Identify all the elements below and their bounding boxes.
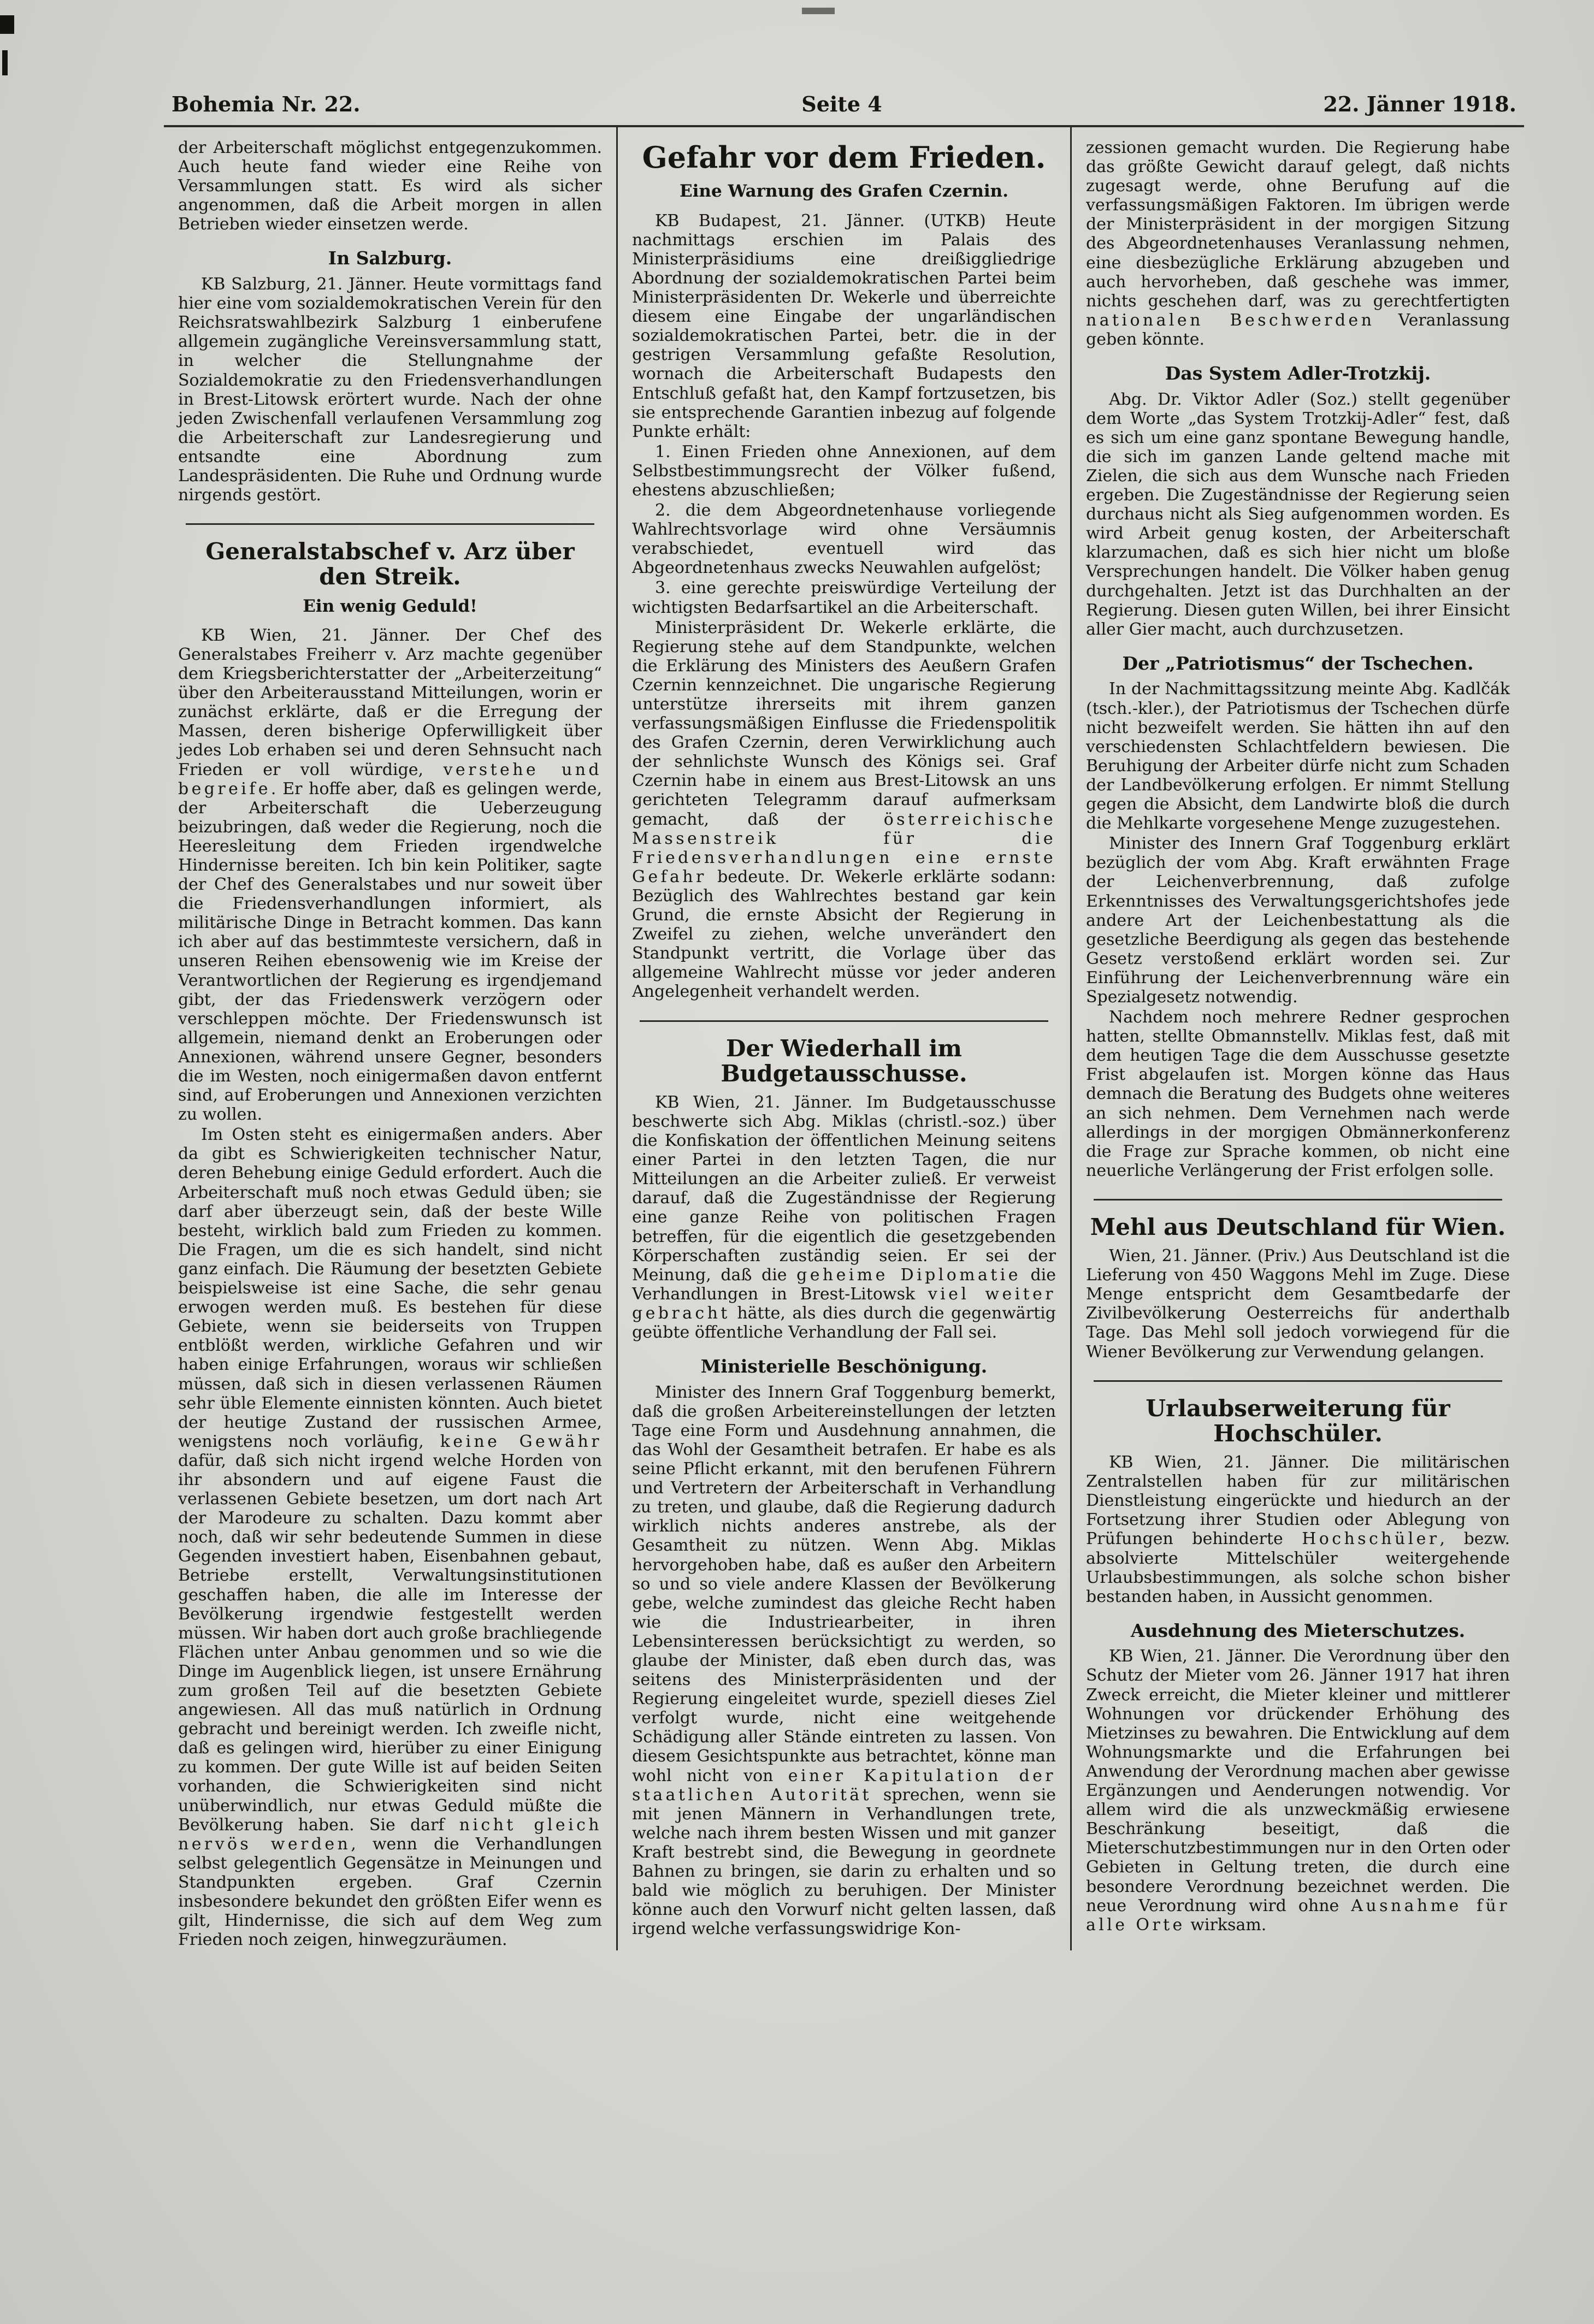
paragraph: Wien, 21. Jänner. (Priv.) Aus Deutschland ist die Lieferung von 450 Waggons Mehl im Zuge. Diese Menge entspricht dem Gesamtbedarfe der Zivilbevölkerung Oesterreichs für anderthalb Tage. Das Mehl soll jedoch vorwiegend für die Wiener Bevölkerung zur Verwendung gelangen. <box>1086 1246 1510 1362</box>
emphasized-text: viel weiter gebracht <box>632 1284 1056 1323</box>
emphasized-text: geheime Diplomatie <box>796 1265 1021 1285</box>
paragraph: In der Nachmittagssitzung meinte Abg. Kadlčák (tsch.-kler.), der Patriotismus der Tschechen dürfe nicht bezweifelt werden. Sie hätten ihn auf den verschiedensten Schlachtfeldern bewiesen. Die Beruhigung der Arbeiter dürfe nicht zum Schaden der Landbevölkerung erfolgen. Er nimmt Stellung gegen die Absicht, dem Landwirte bloß die durch die Mehlkarte vorgesehene Menge zuzugestehen. <box>1086 679 1510 833</box>
section-heading: Der „Patriotismus“ der Tschechen. <box>1122 652 1474 674</box>
article-headline: Mehl aus Deutschland für Wien. <box>1090 1213 1506 1240</box>
column-1 <box>164 127 616 1950</box>
paragraph: Minister des Innern Graf Toggenburg bemerkt, daß die großen Arbeitereinstellungen der letzten Tage eine Form und Ausdehnung annahmen, die das Wohl der Gesamtheit betrafen. Er habe es als seine Pflicht erkannt, mit den berufenen Führern und Vertretern der Arbeiterschaft in Verhandlung zu treten, und glaube, daß die Regierung dadurch wirklich nichts anderes anstrebe, als der Gesamtheit zu nützen. Wenn Abg. Miklas hervorgehoben habe, daß es außer den Arbeitern so und so viele andere Klassen der Bevölkerung gebe, welche zumindest das gleiche Recht haben wie die Industriearbeiter, in ihren Lebensinteressen berücksichtigt zu werden, so glaube der Minister, daß eben durch das, was seitens des Ministerpräsidenten und der Regierung eingeleitet wurde, speziell dieses Ziel verfolgt wurde, nicht eine weitgehende Schädigung aller Stände eintreten zu lassen. Von diesem Gesichtspunkte aus betrachtet, könne man wohl nicht von einer Kapitulation der staatlichen Autorität sprechen, wenn sie mit jenen Männern in Verhandlungen trete, welche nach ihrem besten Wissen und mit ganzer Kraft bestrebt sind, die Bewegung in geordnete Bahnen zu bringen, sie darin zu erhalten und so bald wie möglich zu beruhigen. Der Minister könne auch den Vorwurf nicht gelten lassen, daß irgend welche verfassungswidrige Kon- <box>632 1382 1056 1939</box>
column-3 <box>1070 127 1524 1950</box>
scan-artifact <box>0 15 14 34</box>
page-number: Seite 4 <box>801 92 882 116</box>
section-heading: Ausdehnung des Mieterschutzes. <box>1130 1619 1466 1641</box>
section-heading: In Salzburg. <box>328 247 452 269</box>
paragraph: KB Wien, 21. Jänner. Die militärischen Zentralstellen haben für zur militärischen Dienstleistung eingerückte und hiedurch an der Fortsetzung ihrer Studien oder Ablegung von Prüfungen behinderte Hochschüler, bezw. absolvierte Mittelschüler weitergehende Urlaubsbestimmungen, als solche schon bisher bestanden haben, in Aussicht genommen. <box>1086 1453 1510 1606</box>
paragraph-continued: der Arbeiterschaft möglichst entgegenzukommen. Auch heute fand wieder eine Reihe von Versammlungen statt. Es wird als sicher angenommen, daß die Arbeit morgen in allen Betrieben wieder einsetzen werde. <box>178 138 602 234</box>
column-2 <box>616 127 1070 1950</box>
paragraph-continued: zessionen gemacht wurden. Die Regierung habe das größte Gewicht darauf gelegt, daß nichts zugesagt werde, ohne Berufung auf die verfassungsmäßigen Faktoren. Im übrigen werde der Ministerpräsident in der morgigen Sitzung des Abgeordnetenhauses Veranlassung nehmen, eine diesbezügliche Erklärung abzugeben und auch hervorheben, daß geschehe was immer, nichts geschehen darf, was zu gerechtfertigten nationalen Beschwerden Veranlassung geben könnte. <box>1086 138 1510 349</box>
newspaper-name: Bohemia Nr. 22. <box>172 92 361 116</box>
article-headline: Der Wiederhall im Budgetausschusse. <box>721 1034 967 1087</box>
emphasized-text: verstehe und begreife <box>178 760 602 799</box>
paragraph: 2. die dem Abgeordnetenhause vorliegende Wahlrechtsvorlage wird ohne Versäumnis verabschiedet, eventuell wird das Abgeordnetenhaus zwecks Neuwahlen aufgelöst; <box>632 501 1056 578</box>
paragraph: Nachdem noch mehrere Redner gesprochen hatten, stellte Obmannstellv. Miklas fest, daß mit dem heutigen Tage die dem Ausschusse gesetzte Frist abgelaufen ist. Morgen könne das Haus demnach die Beratung des Budgets ohne weiteres an sich nehmen. Dem Vernehmen nach werde allerdings in der morgigen Obmännerkonferenz die Frage zur Sprache kommen, ob nicht eine neuerliche Verlängerung der Frist erfolgen solle. <box>1086 1008 1510 1180</box>
paragraph: 3. eine gerechte preiswürdige Verteilung der wichtigsten Bedarfsartikel an die Arbeiterschaft. <box>632 578 1056 617</box>
article-headline: Gefahr vor dem Frieden. <box>642 140 1046 175</box>
paragraph: KB Salzburg, 21. Jänner. Heute vormittags fand hier eine vom sozialdemokratischen Verein für den Reichsratswahlbezirk Salzburg 1 einberufene allgemein zugängliche Vereinsversammlung statt, in welcher die Stellungnahme der Sozialdemokratie zu den Friedensverhandlungen in Brest-Litowsk erörtert wurde. Nach der ohne jeden Zwischenfall verlaufenen Versammlung zog die Arbeiterschaft zur Landesregierung und entsandte eine Abordnung zum Landespräsidenten. Die Ruhe und Ordnung wurde nirgends gestört. <box>178 275 602 505</box>
page-content <box>164 92 1524 1950</box>
section-heading: Ministerielle Beschönigung. <box>700 1356 988 1377</box>
article-subhead: Eine Warnung des Grafen Czernin. <box>680 181 1008 202</box>
emphasized-text: Hochschüler <box>1302 1529 1440 1549</box>
scan-artifact <box>2 50 8 75</box>
article-subhead: Ein wenig Geduld! <box>303 596 477 616</box>
scan-artifact <box>802 8 835 14</box>
emphasized-text: nationalen Beschwerden <box>1086 310 1375 330</box>
paragraph: Ministerpräsident Dr. Wekerle erklärte, die Regierung stehe auf dem Standpunkte, welchen die Erklärung des Ministers des Aeußern Grafen Czernin kennzeichnet. Die ungarische Regierung unterstütze ihrerseits mit ihrem ganzen verfassungsmäßigen Einflusse die Friedenspolitik des Grafen Czernin, deren Verwirklichung auch der sehnlichste Wunsch des Königs sei. Graf Czernin habe in einem aus Brest-Litowsk an uns gerichteten Telegramm darauf aufmerksam gemacht, daß der österreichische Massenstreik für die Friedensverhandlungen eine ernste Gefahr bedeute. Dr. Wekerle erklärte sodann: Bezüglich des Wahlrechtes bestand gar kein Grund, die ernste Absicht der Regierung in Zweifel zu ziehen, welche unverändert den Standpunkt vertritt, die Vorlage über das allgemeine Wahlrecht müsse vor jeder anderen Angelegenheit verhandelt werden. <box>632 618 1056 1002</box>
emphasized-text: einer Kapitulation der staatlichen Autorität <box>632 1766 1056 1805</box>
paragraph: Im Osten steht es einigermaßen anders. Aber da gibt es Schwierigkeiten technischer Natur, deren Behebung einige Geduld erfordert. Auch die Arbeiterschaft muß noch etwas Geduld üben; sie darf aber überzeugt sein, daß der beste Wille besteht, wirklich bald zum Frieden zu kommen. Die Fragen, um die es sich handelt, sind nicht ganz einfach. Die Räumung der besetzten Gebiete beispielsweise ist eine Sache, die sehr genau erwogen werden muß. Es bestehen für diese Gebiete, wenn sie beiderseits von Truppen entblößt werden, wirkliche Gefahren und wir haben einige Erfahrungen, woraus wir schließen müssen, daß sich in diesen verlassenen Räumen sehr üble Elemente einnisten könnten. Auch bietet der heutige Zustand der russischen Armee, wenigstens noch vorläufig, keine Gewähr dafür, daß sich nicht irgend welche Horden von ihr absondern und auf eigene Faust die verlassenen Gebiete besetzen, um dort nach Art der Marodeure zu schalten. Dazu kommt aber noch, daß wir sehr bedeutende Summen in diese Gegenden investiert haben, Eisenbahnen gebaut, Betriebe erstellt, Verwaltungsinstitutionen geschaffen haben, die alle im Interesse der Bevölkerung irgendwie festgestellt werden müssen. Wir haben dort auch große brachliegende Flächen unter Anbau genommen und so wie die Dinge im Augenblick liegen, ist unsere Ernährung zum großen Teil auf die besetzten Gebiete angewiesen. All das muß natürlich in Ordnung gebracht und bereinigt werden. Ich zweifle nicht, daß es gelingen wird, hierüber zu einer Einigung zu kommen. Der gute Wille ist auf beiden Seiten vorhanden, die Schwierigkeiten sind nicht unüberwindlich, nur etwas Geduld müßte die Bevölkerung haben. Sie darf nicht gleich nervös werden, wenn die Verhandlungen selbst gelegentlich Gegensätze in Meinungen und Standpunkten ergeben. Graf Czernin insbesondere bekundet den größten Eifer wenn es gilt, Hindernisse, die sich auf dem Weg zum Frieden noch zeigen, hinwegzuräumen. <box>178 1125 602 1950</box>
divider-rule <box>640 1020 1048 1022</box>
paragraph: Abg. Dr. Viktor Adler (Soz.) stellt gegenüber dem Worte „das System Trotzkij-Adler“ fest, daß es sich um eine ganz spontane Bewegung handle, die sich im ganzen Lande geltend mache mit Zielen, die sich aus dem Wunsche nach Frieden ergeben. Die Zugeständnisse der Regierung seien durchaus nicht als Sieg aufgenommen worden. Es wird Arbeit genug kosten, der Arbeiterschaft klarzumachen, daß es sich hier nicht um bloße Versprechungen handelt. Die Völker haben genug durchgehalten. Jetzt ist das Durchhalten an der Regierung. Diesen guten Willen, bei ihrer Einsicht aller Gier macht, auch durchzusetzen. <box>1086 389 1510 639</box>
page-header <box>164 92 1524 127</box>
divider-rule <box>1094 1380 1502 1382</box>
divider-rule <box>1094 1199 1502 1201</box>
emphasized-text: Ausnahme für alle Orte <box>1086 1896 1510 1935</box>
issue-date: 22. Jänner 1918. <box>1323 92 1516 116</box>
emphasized-text: nicht gleich nervös werden <box>178 1815 602 1854</box>
paragraph: KB Wien, 21. Jänner. Die Verordnung über den Schutz der Mieter vom 26. Jänner 1917 hat ihren Zweck erreicht, die Mieter kleiner und mittlerer Wohnungen vor drückender Erhöhung des Mietzinses zu bewahren. Die Entwicklung auf dem Wohnungsmarkte und die Erfahrungen bei Anwendung der Verordnung machen aber gewisse Ergänzungen und Aenderungen notwendig. Vor allem wird die als unzweckmäßig erwiesene Beschränkung beseitigt, daß die Mieterschutzbestimmungen nur in den Orten oder Gebieten in Geltung treten, die durch eine besondere Verordnung bezeichnet werden. Die neue Verordnung wird ohne Ausnahme für alle Orte wirksam. <box>1086 1647 1510 1935</box>
paragraph: Minister des Innern Graf Toggenburg erklärt bezüglich der vom Abg. Kraft erwähnten Frage der Leichenverbrennung, daß zufolge Erkenntnisses des Verwaltungsgerichtshofes jede andere Art der Leichenbestattung als die gesetzliche Beerdigung als gegen das bestehende Gesetz verstoßend erklärt worden sei. Zur Einführung der Leichenverbrennung wäre ein Spezialgesetz notwendig. <box>1086 834 1510 1007</box>
paragraph: KB Wien, 21. Jänner. Im Budgetausschusse beschwerte sich Abg. Miklas (christl.-soz.) über die Konfiskation der öffentlichen Meinung seitens einer Partei in den letzten Tagen, die nur Mitteilungen an die Arbeiter zuließ. Er verweist darauf, daß die Zugeständnisse der Regierung eine ganze Reihe von politischen Fragen betreffen, für die eigentlich die gesetzgebenden Körperschaften zuständig seien. Er sei der Meinung, daß die geheime Diplomatie die Verhandlungen in Brest-Litowsk viel weiter gebracht hätte, als dies durch die gegenwärtig geübte öffentliche Verhandlung der Fall sei. <box>632 1092 1056 1342</box>
article-headline: Urlaubserweiterung für Hochschüler. <box>1146 1394 1450 1447</box>
article-headline: Generalstabschef v. Arz über den Streik. <box>205 538 575 590</box>
column-layout <box>164 127 1524 1950</box>
paragraph: KB Wien, 21. Jänner. Der Chef des Generalstabes Freiherr v. Arz machte gegenüber dem Kriegsberichterstatter der „Arbeiterzeitung“ über den Arbeiterausstand Mitteilungen, worin er zunächst erklärte, daß er die Erregung der Massen, deren bisherige Opferwilligkeit über jedes Lob erhaben sei und deren Sehnsucht nach Frieden er voll würdige, verstehe und begreife. Er hoffe aber, daß es gelingen werde, der Arbeiterschaft die Ueberzeugung beizubringen, daß weder die Regierung, noch die Heeresleitung dem Frieden irgendwelche Hindernisse bereiten. Ich bin kein Politiker, sagte der Chef des Generalstabes und nur soweit über die Friedensverhandlungen informiert, als militärische Dinge in Betracht kommen. Das kann ich aber auf das bestimmteste versichern, daß in unseren Reihen ebensowenig wie im Kreise der Verantwortlichen der Regierung es irgendjemand gibt, der das Friedenswerk verzögern oder verschleppen möchte. Der Friedenswunsch ist allgemein, niemand denkt an Eroberungen oder Annexionen, während unsere Gegner, besonders die im Westen, noch einigermaßen davon entfernt sind, auf Eroberungen und Annexionen verzichten zu wollen. <box>178 625 602 1125</box>
emphasized-text: österreichische Massenstreik für die Friedensverhandlungen eine ernste Gefahr <box>632 809 1056 886</box>
emphasized-text: keine Gewähr <box>440 1432 602 1451</box>
divider-rule <box>186 523 594 525</box>
paragraph: 1. Einen Frieden ohne Annexionen, auf dem Selbstbestimmungsrecht der Völker fußend, ehestens abzuschließen; <box>632 442 1056 500</box>
section-heading: Das System Adler-Trotzkij. <box>1165 363 1431 385</box>
paragraph: KB Budapest, 21. Jänner. (UTKB) Heute nachmittags erschien im Palais des Ministerpräsidiums eine dreißiggliedrige Abordnung der sozialdemokratischen Partei beim Ministerpräsidenten Dr. Wekerle und überreichte diesem eine Eingabe der ungarländischen sozialdemokratischen Partei, betr. die in der gestrigen Versammlung gefaßte Resolution, wornach die Arbeiterschaft Budapests den Entschluß gefaßt hat, den Kampf fortzusetzen, bis sie entsprechende Garantien inbezug auf folgende Punkte erhält: <box>632 211 1056 441</box>
